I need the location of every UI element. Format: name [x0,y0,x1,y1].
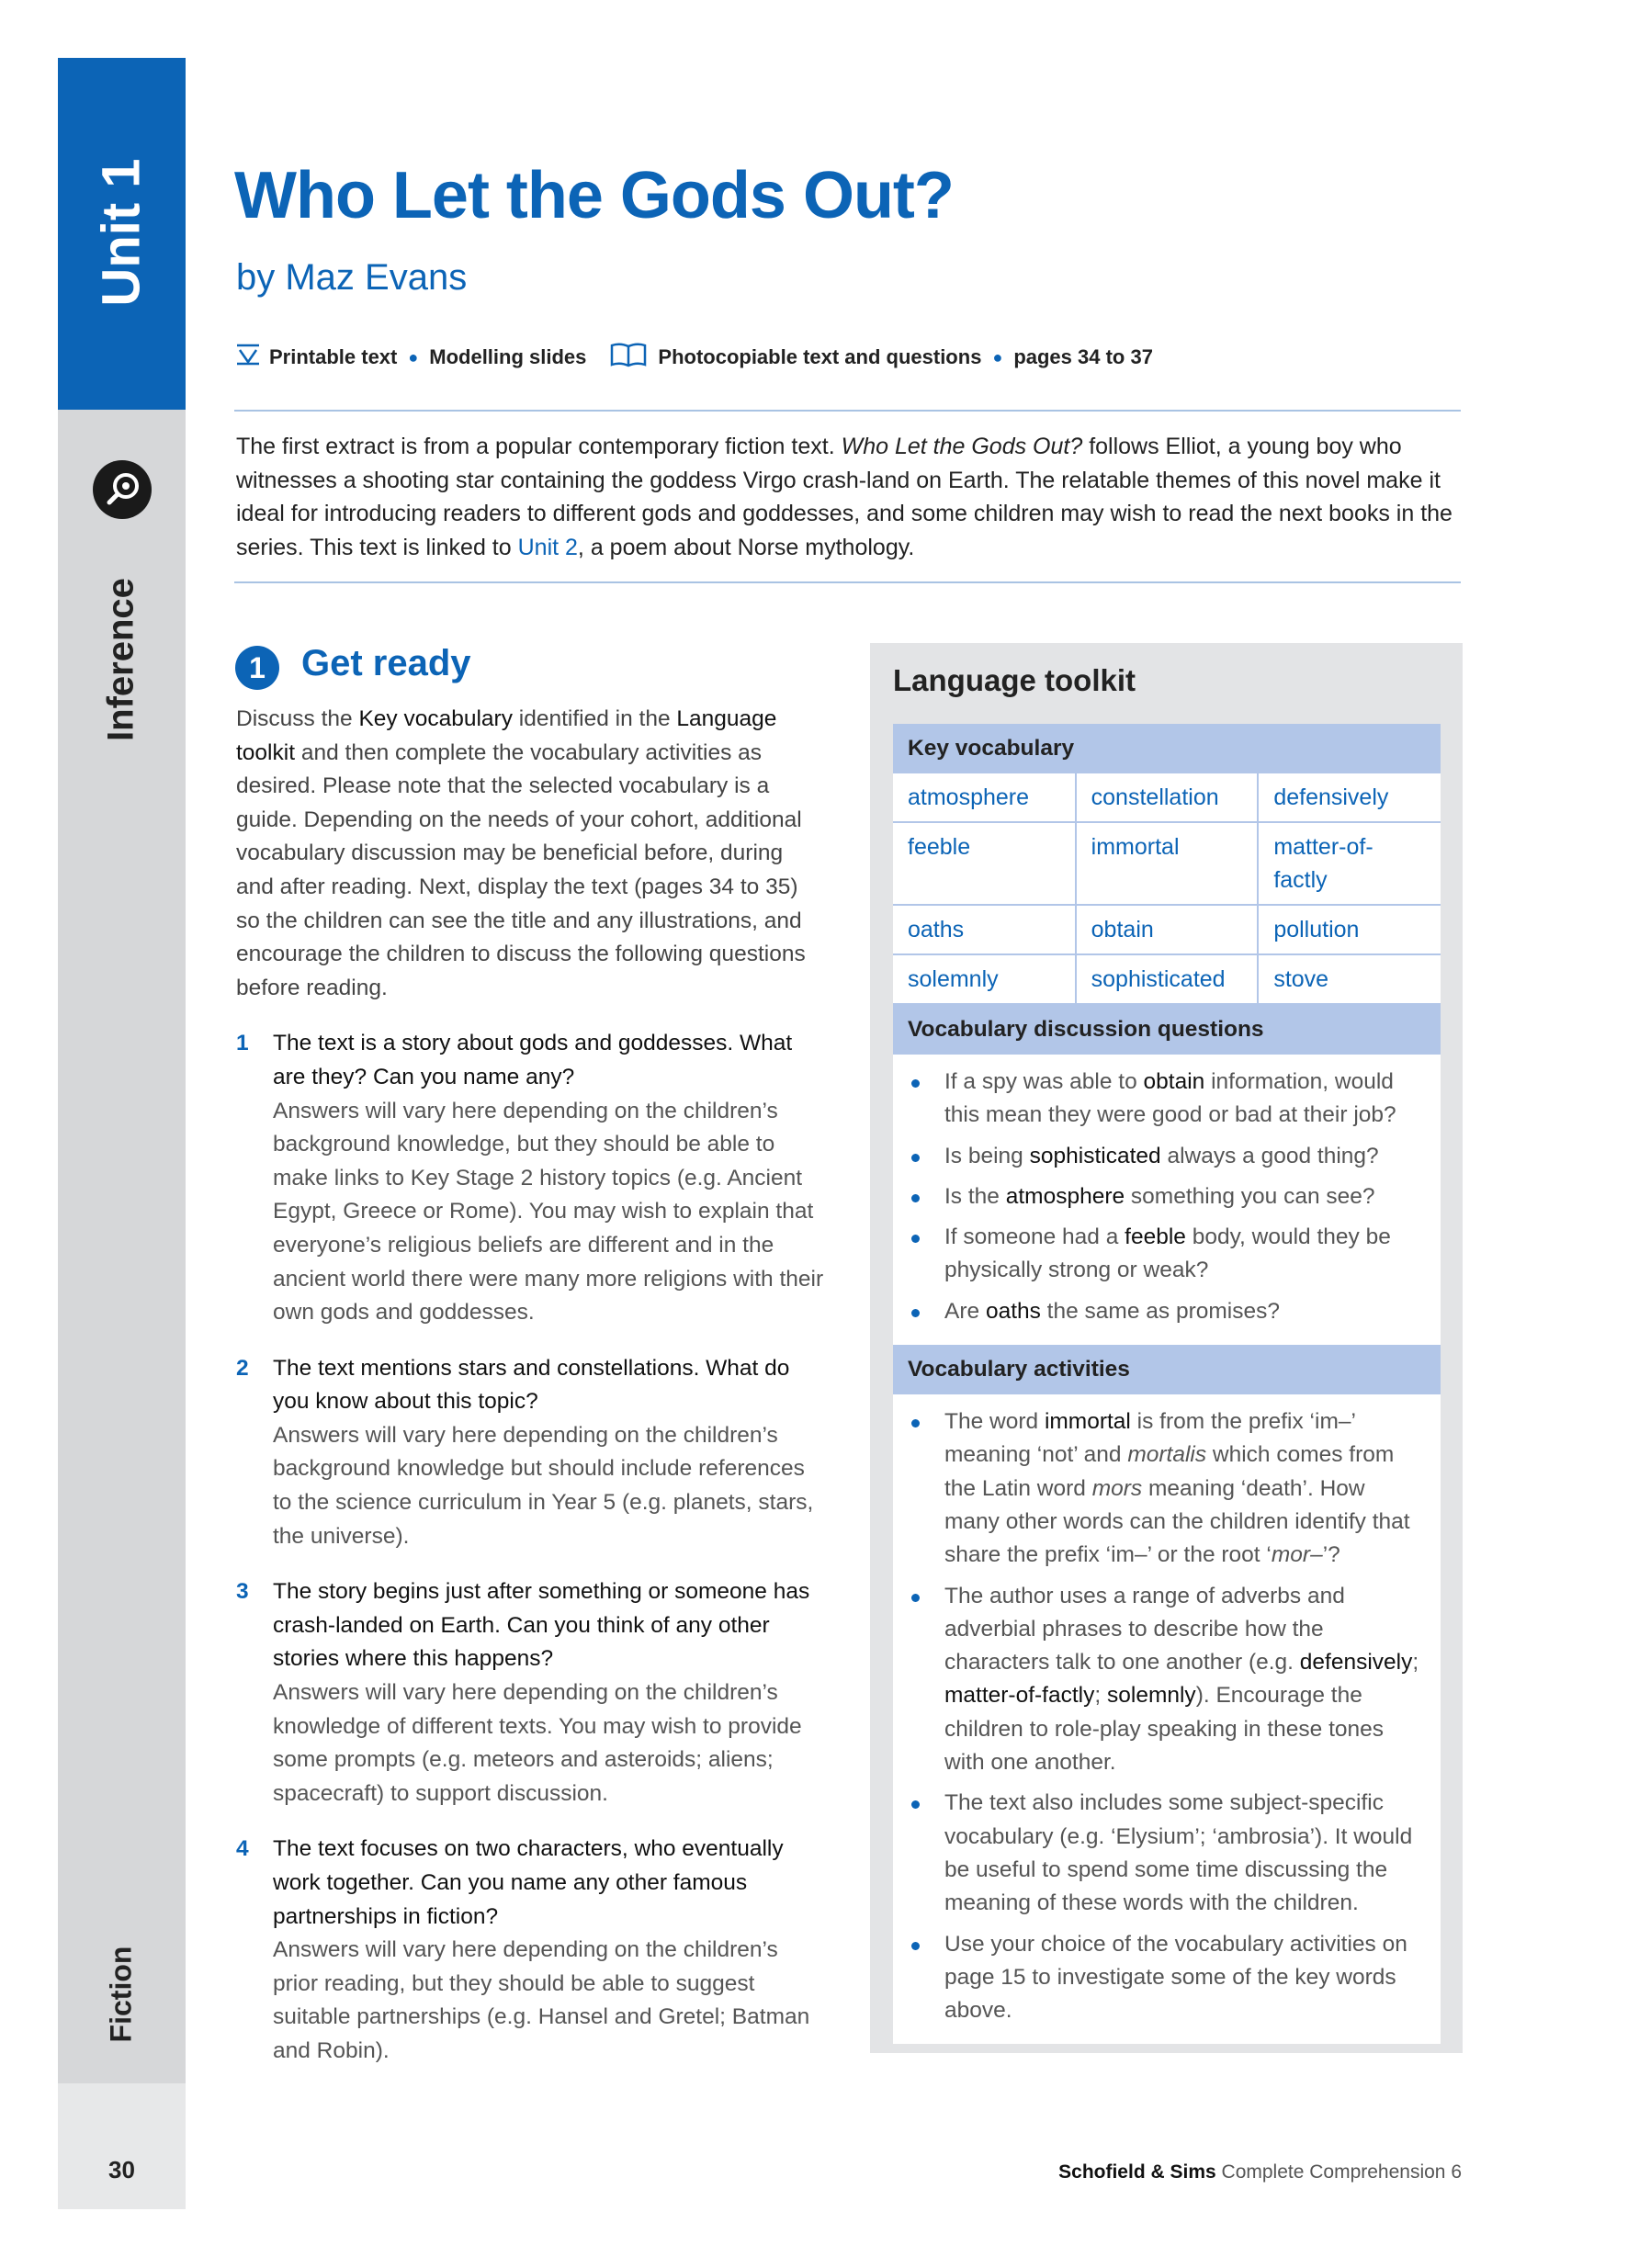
genre-label: Fiction [104,1946,138,2043]
list-item: The word immortal is from the prefix ‘im–’ meaning ‘not’ and mortalis which comes from the Latin word mors meaning ‘death’. How many other words can the children identify that share the prefix ‘im–’ or the root ‘mor–’? [908,1405,1424,1572]
table-row [893,905,1441,954]
question-item [236,1575,824,1811]
page-number: 30 [108,2156,135,2183]
get-ready-content [236,703,824,2069]
answer-text: Answers will vary here depending on the children’s prior reading, but they should be able to suggest suitable partnerships (e.g. Hansel and Gretel; Batman and Robin). [273,1937,810,2063]
answer-text: Answers will vary here depending on the children’s background knowledge, but they should be able to make links to Key Stage 2 history topics (e.g. Ancient Egypt, Greece or Rome). You may wish to explain that everyone’s religious beliefs are different and in the ancient world there were many more religions with their own gods and goddesses. [273,1098,824,1326]
answer-text: Answers will vary here depending on the children’s knowledge of different texts. You may wish to provide some prompts (e.g. meteors and asteroids; aliens; spacecraft) to support discussion. [273,1680,802,1806]
vocab-word: atmosphere [893,773,1076,822]
key-vocabulary-heading: Key vocabulary [893,724,1441,773]
list-item: The author uses a range of adverbs and adverbial phrases to describe how the characters talk to one another (e.g. defensively; matter-of-factly; solemnly). Encourage the children to role-play speaking in these tones with one another. [908,1580,1424,1780]
list-item: If someone had a feeble body, would they be physically strong or weak? [908,1221,1424,1288]
divider [234,581,1461,583]
question-text: The text is a story about gods and goddesses. What are they? Can you name any? [273,1031,793,1089]
answer-text: Answers will vary here depending on the children’s background knowledge but should include references to the science curriculum in Year 5 (e.g. planets, stars, the universe). [273,1422,814,1549]
list-item: The text also includes some subject-specific vocabulary (e.g. ‘Elysium’; ‘ambrosia’). It would be useful to spend some time discussing the meaning of these words with the children. [908,1787,1424,1920]
table-row [893,773,1441,822]
vocab-word: immortal [1076,822,1259,905]
page-title: Who Let the Gods Out? [234,159,954,232]
vocab-word: obtain [1076,905,1259,954]
question-text: The story begins just after something or someone has crash-landed on Earth. Can you think of any other stories where this happens? [273,1579,810,1672]
question-item [236,1833,824,2068]
discussion-list [893,1055,1441,1345]
list-item: Is being sophisticated always a good thing? [908,1140,1424,1173]
toolkit-panel [893,724,1441,2044]
photocopiable-link[interactable]: Photocopiable text and questions [658,345,982,368]
vocab-word: constellation [1076,773,1259,822]
vocabulary-table [893,773,1441,1005]
open-book-icon [610,342,647,373]
vocab-word: feeble [893,822,1076,905]
activities-list [893,1394,1441,2044]
section-number-badge: 1 [235,646,279,690]
vocab-word: sophisticated [1076,954,1259,1004]
question-number: 2 [236,1355,249,1381]
list-item: Is the atmosphere something you can see? [908,1180,1424,1213]
divider [234,410,1461,412]
magnifier-icon [93,460,152,519]
vocab-word: matter-of-factly [1258,822,1441,905]
unit-2-link[interactable]: Unit 2 [517,534,578,560]
activities-heading: Vocabulary activities [893,1345,1441,1394]
question-number: 1 [236,1031,249,1056]
bullet-dot: ● [408,347,419,367]
question-number: 3 [236,1579,249,1605]
series-title: Complete Comprehension 6 [1215,2161,1462,2183]
sidebar [58,58,186,2209]
vocab-word: stove [1258,954,1441,1004]
instructions-paragraph: Discuss the Key vocabulary identified in the Language toolkit and then complete the vocabulary activities as desired. Please note that the selected vocabulary is a guide. Depending on the needs of your cohort, additional vocabulary discussion may be beneficial before, during and after reading. Next, display the text (pages 34 to 35) so the children can see the title and any illustrations, and encourage the children to discuss the following questions before reading. [236,706,806,1000]
toolkit-title: Language toolkit [893,663,1136,697]
unit-tab [58,58,186,410]
section-title: Get ready [301,643,471,683]
printable-text-link[interactable]: Printable text [269,345,398,368]
footer [1058,2161,1462,2183]
question-number: 4 [236,1836,249,1862]
intro-paragraph: The first extract is from a popular contemporary fiction text. Who Let the Gods Out? follows Elliot, a young boy who witnesses a shooting star containing the goddess Virgo crash-land on Earth. The relatable themes of this novel make it ideal for introducing readers to different gods and goddesses, and some children may wish to read the next books in the series. This text is linked to Unit 2, a poem about Norse mythology. [236,434,1452,560]
vocab-word: oaths [893,905,1076,954]
list-item: Use your choice of the vocabulary activities on page 15 to investigate some of the key words above. [908,1928,1424,2028]
resources-bar [236,342,1153,373]
discussion-heading: Vocabulary discussion questions [893,1005,1441,1055]
publisher: Schofield & Sims [1058,2161,1216,2183]
list-item: If a spy was able to obtain information, would this mean they were good or bad at their job? [908,1066,1424,1133]
author: by Maz Evans [236,257,468,298]
sidebar-footer [58,2083,186,2209]
question-item [236,1352,824,1554]
book-title: Who Let the Gods Out? [841,434,1083,459]
list-item: Are oaths the same as promises? [908,1295,1424,1328]
question-item [236,1027,824,1329]
vocab-word: solemnly [893,954,1076,1004]
question-text: The text focuses on two characters, who eventually work together. Can you name any other famous partnerships in fiction? [273,1836,784,1929]
skill-label: Inference [100,578,141,741]
vocab-word: defensively [1258,773,1441,822]
modelling-slides-link[interactable]: Modelling slides [429,345,587,368]
question-text: The text mentions stars and constellations. What do you know about this topic? [273,1355,790,1415]
page-range: pages 34 to 37 [1013,345,1153,368]
download-icon [236,344,260,371]
language-toolkit [870,643,1463,2053]
unit-label: Unit 1 [91,158,152,307]
table-row [893,954,1441,1004]
bullet-dot: ● [992,347,1003,367]
vocab-word: pollution [1258,905,1441,954]
table-row [893,822,1441,905]
